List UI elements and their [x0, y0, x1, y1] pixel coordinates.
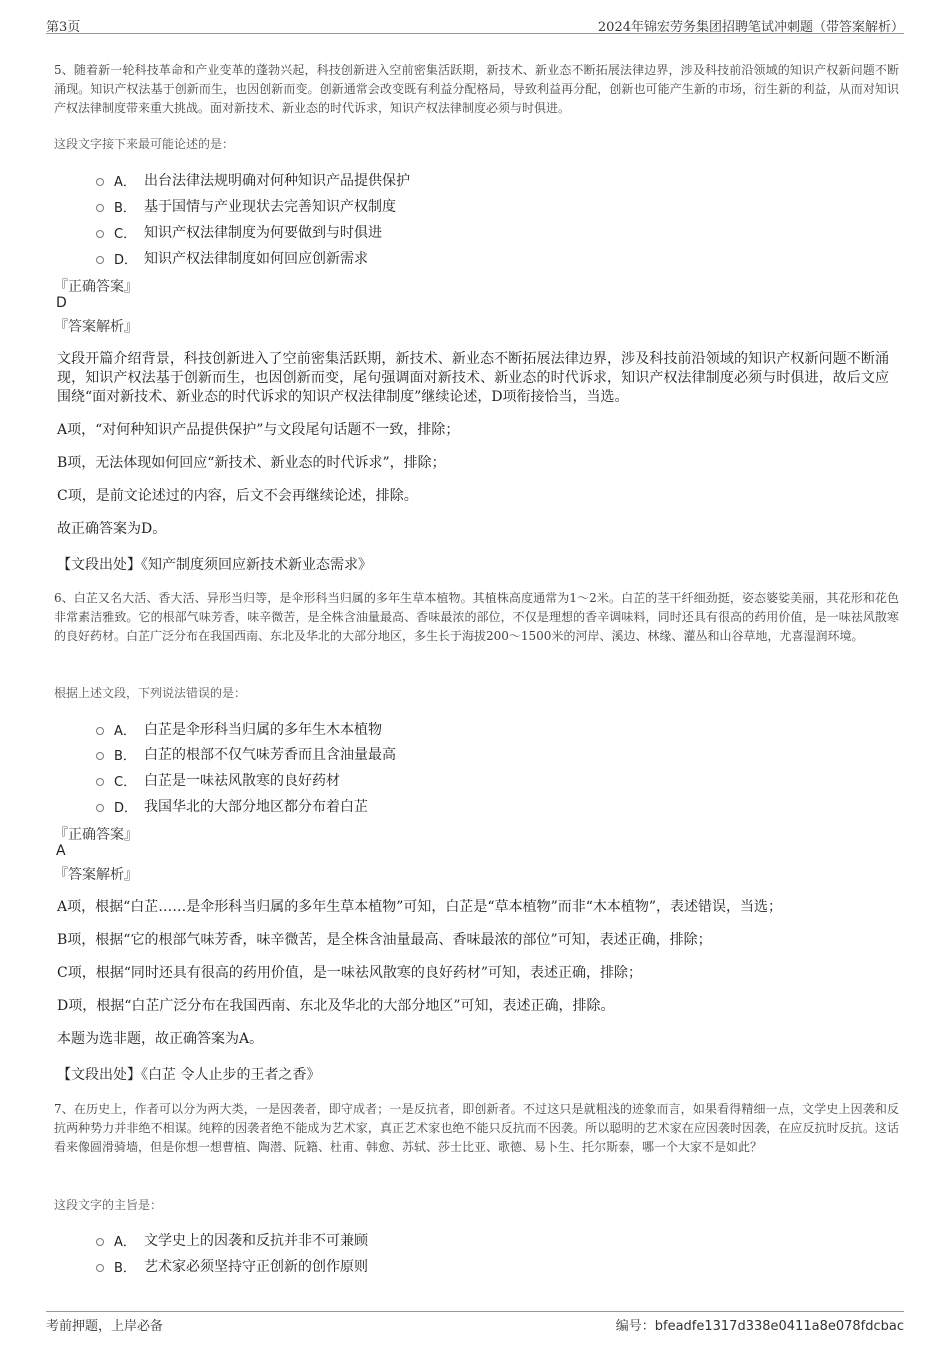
radio-icon[interactable] — [96, 1238, 104, 1246]
question-5-option-b[interactable]: B． 基于国情与产业现状去完善知识产权制度 — [96, 196, 396, 216]
question-6-option-a[interactable]: A． 白芷是伞形科当归属的多年生木本植物 — [96, 719, 382, 739]
document-code — [616, 1315, 904, 1334]
radio-icon[interactable] — [96, 256, 104, 264]
footer-slogan: 考前押题，上岸必备 — [46, 1319, 164, 1334]
analysis-conclusion: 故正确答案为D。 — [57, 521, 167, 537]
analysis-conclusion: 本题为选非题，故正确答案为A。 — [57, 1031, 264, 1047]
document-code-label: 编号： — [615, 1319, 655, 1334]
question-6-text: 6、白芷又名大活、香大活、异形当归等，是伞形科当归属的多年生草本植物。其植株高度通常为1～2米。白芷的茎干纤细劲挺，姿态婆娑美丽，其花形和花色非常素洁雅致。它的根部气味芳香，味辛微苦，是全株含油量最高、香味最浓的部位，不仅是理想的香辛调味料，同时还具有很高的药用价值，是一味祛风散寒的良好药材。白芷广泛分布在我国西南、东北及华北的大部分地区，多生长于海拔200～1500米的河岸、溪边、林缘、灌丛和山谷草地，尤喜湿润环境。 — [54, 591, 899, 643]
question-5-option-d[interactable]: D． 知识产权法律制度如何回应创新需求 — [96, 248, 368, 268]
analysis-label: 『答案解析』 — [54, 867, 138, 883]
radio-icon[interactable] — [96, 178, 104, 186]
question-7-prompt: 这段文字的主旨是： — [54, 1198, 163, 1212]
question-5-option-c[interactable]: C． 知识产权法律制度为何要做到与时俱进 — [96, 222, 382, 242]
radio-icon[interactable] — [96, 230, 104, 238]
analysis-paragraph: A项，根据“白芷……是伞形科当归属的多年生草本植物”可知，白芷是“草本植物”而非“木本植物”，表述错误，当选； — [57, 899, 783, 915]
radio-icon[interactable] — [96, 727, 104, 735]
answer-label: 『正确答案』 — [54, 827, 138, 843]
analysis-paragraph: D项，根据“白芷广泛分布在我国西南、东北及华北的大部分地区”可知，表述正确，排除。 — [57, 998, 615, 1014]
page-number: 第3页 — [46, 20, 81, 35]
question-7-option-a[interactable]: A． 文学史上的因袭和反抗并非不可兼顾 — [96, 1230, 368, 1250]
text-source: 【文段出处】《知产制度须回应新技术新业态需求》 — [57, 557, 372, 573]
text-source: 【文段出处】《白芷 令人止步的王者之香》 — [57, 1067, 321, 1083]
answer-label: 『正确答案』 — [54, 279, 138, 295]
analysis-paragraph: B项，无法体现如何回应“新技术、新业态的时代诉求”，排除； — [57, 455, 446, 471]
question-5-prompt: 这段文字接下来最可能论述的是： — [54, 137, 235, 151]
question-7-text: 7、在历史上，作者可以分为两大类，一是因袭者，即守成者；一是反抗者，即创新者。不过这只是就粗浅的迹象而言，如果看得精细一点，文学史上因袭和反抗两种势力并非绝不相谋。纯粹的因袭者绝不能成为艺术家，真正艺术家也绝不能只反抗而不因袭。所以聪明的艺术家在应因袭时因袭，在应反抗时反抗。这话看来像圆滑骑墙，但是你想一想曹植、陶潜、阮籍、杜甫、韩愈、苏轼、莎士比亚、歌德、易卜生、托尔斯泰，哪一个大家不是如此？ — [54, 1102, 899, 1154]
analysis-paragraph: C项，是前文论述过的内容，后文不会再继续论述，排除。 — [57, 488, 418, 504]
answer-value: D — [56, 295, 67, 311]
header-divider — [46, 33, 904, 34]
question-7-option-b[interactable]: B． 艺术家必须坚持守正创新的创作原则 — [96, 1256, 368, 1276]
document-code-value: bfeadfe1317d338e0411a8e078fdcbac — [654, 1319, 904, 1334]
question-6-prompt: 根据上述文段，下列说法错误的是： — [54, 686, 247, 700]
analysis-paragraph: 文段开篇介绍背景，科技创新进入了空前密集活跃期，新技术、新业态不断拓展法律边界，涉及科技前沿领域的知识产权新问题不断涌现，知识产权法基于创新而生，也因创新而变，尾句强调面对新技术、新业态的时代诉求，知识产权法律制度必须与时俱进，故后文应围绕“面对新技术、新业态的时代诉求的知识产权法律制度”继续论述，D项衔接恰当，当选。 — [57, 351, 889, 405]
answer-value: A — [56, 843, 66, 859]
footer-divider — [46, 1311, 904, 1312]
analysis-paragraph: B项，根据“它的根部气味芳香，味辛微苦，是全株含油量最高、香味最浓的部位”可知，表述正确，排除； — [57, 932, 712, 948]
document-title: 2024年锦宏劳务集团招聘笔试冲刺题（带答案解析） — [597, 20, 904, 35]
analysis-paragraph: A项，“对何种知识产品提供保护”与文段尾句话题不一致，排除； — [57, 422, 460, 438]
radio-icon[interactable] — [96, 1264, 104, 1272]
radio-icon[interactable] — [96, 778, 104, 786]
radio-icon[interactable] — [96, 204, 104, 212]
question-6-option-c[interactable]: C． 白芷是一味祛风散寒的良好药材 — [96, 770, 340, 790]
analysis-paragraph: C项，根据“同时还具有很高的药用价值，是一味祛风散寒的良好药材”可知，表述正确，排除； — [57, 965, 643, 981]
question-5-option-a[interactable]: A． 出台法律法规明确对何种知识产品提供保护 — [96, 170, 410, 190]
question-6-option-b[interactable]: B． 白芷的根部不仅气味芳香而且含油量最高 — [96, 744, 396, 764]
radio-icon[interactable] — [96, 752, 104, 760]
analysis-label: 『答案解析』 — [54, 319, 138, 335]
radio-icon[interactable] — [96, 804, 104, 812]
question-6-option-d[interactable]: D． 我国华北的大部分地区都分布着白芷 — [96, 796, 368, 816]
question-5-text: 5、随着新一轮科技革命和产业变革的蓬勃兴起，科技创新进入空前密集活跃期，新技术、新业态不断拓展法律边界，涉及科技前沿领域的知识产权新问题不断涌现。知识产权法基于创新而生，也因创新而变。创新通常会改变既有利益分配格局，导致利益再分配，创新也可能产生新的市场，衍生新的利益，从而对知识产权法律制度带来重大挑战。面对新技术、新业态的时代诉求，知识产权法律制度必须与时俱进。 — [54, 63, 899, 115]
